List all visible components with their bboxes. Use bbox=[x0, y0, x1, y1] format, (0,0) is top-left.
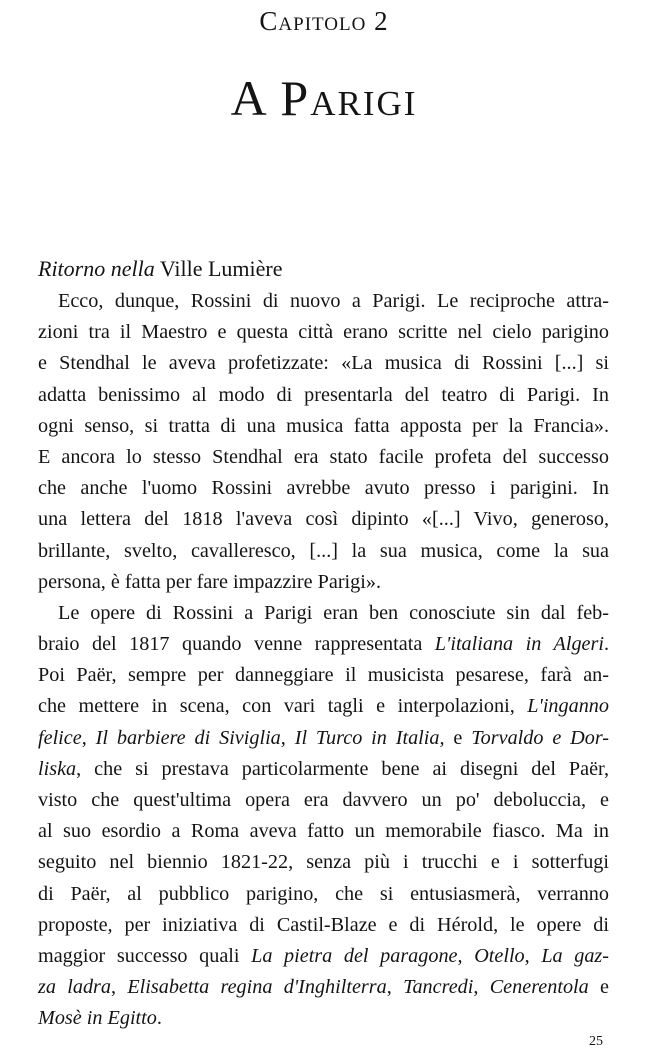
text-line: che anche l'uomo Rossini avrebbe avuto presso i parigini. In bbox=[38, 477, 609, 500]
text-line: liska, che si prestava particolarmente bene ai disegni del Paër, bbox=[38, 757, 609, 780]
work-title: Tancredi bbox=[403, 976, 474, 999]
text-line: una lettera del 1818 l'aveva così dipinto «[...] Vivo, generoso, bbox=[38, 508, 609, 531]
text-line: zioni tra il Maestro e questa città erano scritte nel cielo parigino bbox=[38, 321, 609, 344]
page-number: 25 bbox=[589, 1034, 603, 1049]
section-heading bbox=[38, 253, 608, 285]
text-line: ogni senso, si tratta di una musica fatta apposta per la Francia». bbox=[38, 414, 609, 437]
section-heading-roman: Ville Lumière bbox=[159, 256, 283, 281]
work-title: Il barbiere di Siviglia bbox=[95, 726, 281, 749]
text-line: seguito nel biennio 1821-22, senza più i trucchi e i sotterfugi bbox=[38, 851, 609, 874]
work-title: liska bbox=[38, 757, 77, 780]
work-title: Il Turco in Italia, bbox=[294, 726, 445, 749]
work-title: La pietra del paragone bbox=[251, 944, 458, 967]
work-title: L'inganno bbox=[527, 695, 609, 718]
work-title: za ladra bbox=[38, 976, 111, 999]
text-line: Poi Paër, sempre per danneggiare il musicista pesarese, farà an- bbox=[38, 664, 609, 687]
work-title: La gaz- bbox=[541, 944, 610, 967]
work-title: L'italiana in Algeri bbox=[434, 633, 604, 656]
section-heading-italic: Ritorno nella bbox=[38, 256, 155, 281]
body-text bbox=[38, 286, 609, 1035]
work-title: Cenerentola bbox=[489, 976, 589, 999]
text-line: braio del 1817 quando venne rappresentata L'italiana in Algeri. bbox=[38, 633, 610, 656]
text-line: felice, Il barbiere di Siviglia, Il Turco in Italia, e Torvaldo e Dor- bbox=[38, 726, 610, 749]
text-line: Mosè in Egitto. bbox=[38, 1007, 162, 1030]
text-line: adatta benissimo al modo di presentarla del teatro di Parigi. In bbox=[38, 383, 609, 406]
work-title: Elisabetta regina d'Inghilterra bbox=[127, 976, 387, 999]
work-title: Torvaldo e Dor- bbox=[471, 726, 610, 749]
text-line: Ecco, dunque, Rossini di nuovo a Parigi. Le reciproche attra- bbox=[58, 290, 609, 312]
chapter-title: A Parigi bbox=[230, 70, 418, 126]
text-line: persona, è fatta per fare impazzire Parigi». bbox=[38, 570, 382, 593]
text-line: al suo esordio a Roma aveva fatto un memorabile fiasco. Ma in bbox=[38, 820, 609, 843]
work-title: Otello bbox=[474, 944, 525, 967]
text-line: Le opere di Rossini a Parigi eran ben conosciute sin dal feb- bbox=[58, 601, 609, 624]
text-line: proposte, per iniziativa di Castil-Blaze e di Hérold, le opere di bbox=[38, 913, 609, 936]
text-line: za ladra, Elisabetta regina d'Inghilterra, Tancredi, Cenerentola e bbox=[38, 976, 610, 999]
text-line: di Paër, al pubblico parigino, che si entusiasmerà, verranno bbox=[38, 882, 609, 905]
text-line: che mettere in scena, con vari tagli e interpolazioni, L'inganno bbox=[38, 695, 609, 718]
text-line: brillante, svelto, cavalleresco, [...] la sua musica, come la sua bbox=[38, 539, 609, 562]
text-line: visto che quest'ultima opera era davvero un po' deboluccia, e bbox=[38, 789, 609, 811]
text-line: E ancora lo stesso Stendhal era stato facile profeta del successo bbox=[38, 445, 609, 468]
work-title: felice bbox=[38, 726, 82, 749]
text-line: e Stendhal le aveva profetizzate: «La musica di Rossini [...] si bbox=[38, 352, 609, 375]
work-title: Mosè in Egitto bbox=[38, 1007, 157, 1030]
text-line: maggior successo quali La pietra del paragone, Otello, La gaz- bbox=[38, 944, 610, 967]
chapter-label: Capitolo 2 bbox=[259, 6, 389, 36]
